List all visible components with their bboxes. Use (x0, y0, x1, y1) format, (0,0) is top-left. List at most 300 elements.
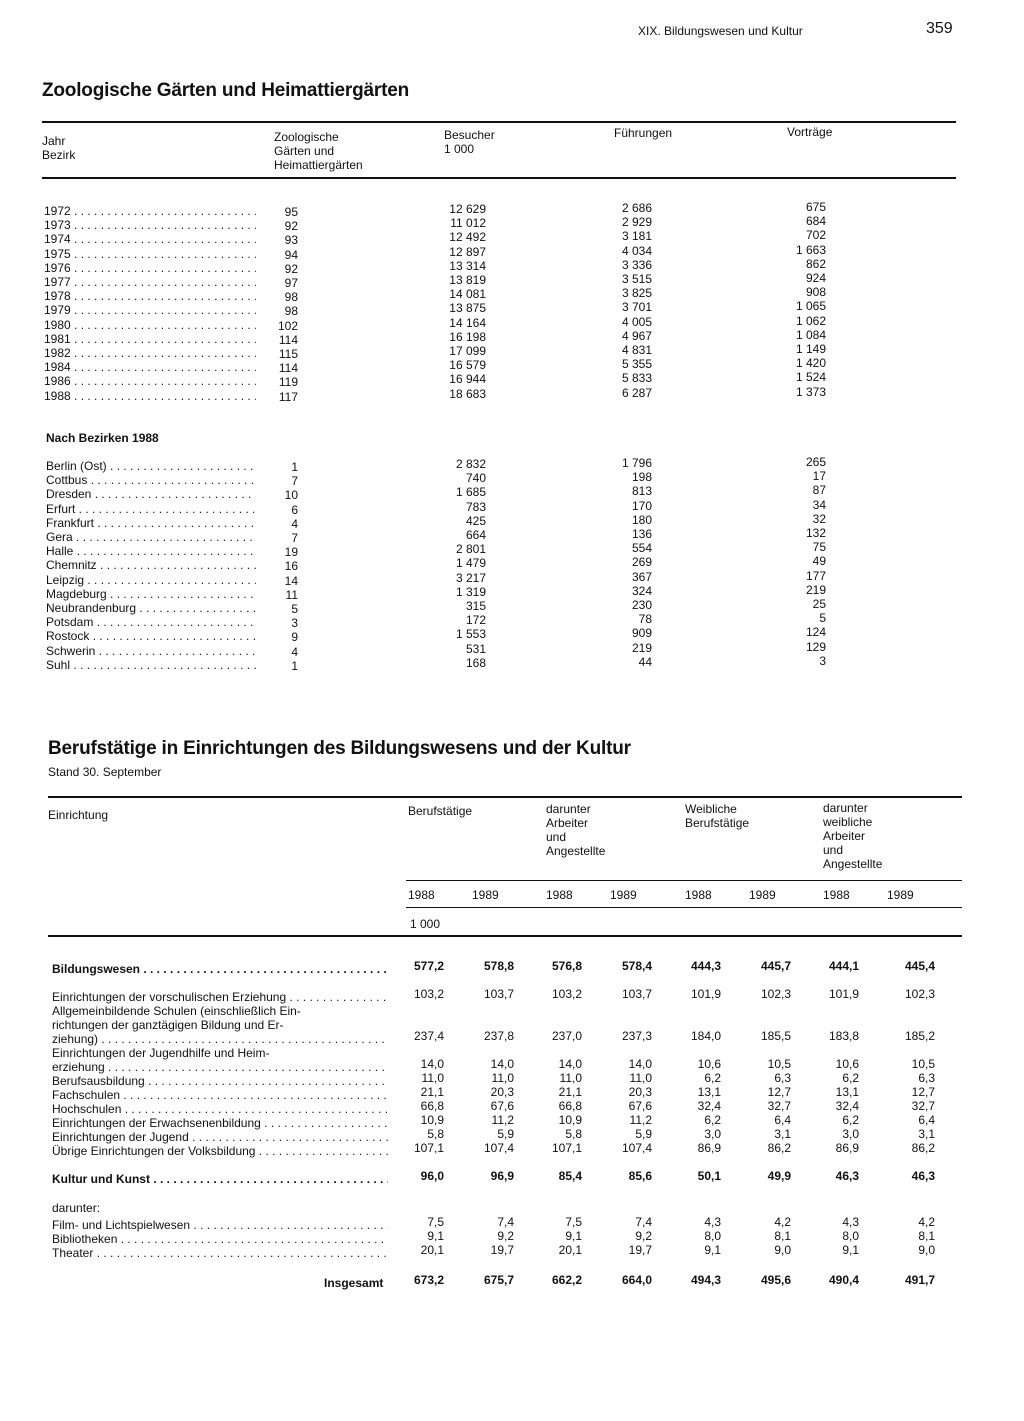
zoo-row-label: 1982 . . . (44, 346, 256, 360)
beruf-row-label: Film- und Lichtspielwesen . . . (52, 1218, 388, 1232)
beruf-row-value: 21,1 (420, 1085, 444, 1099)
zoo-row-besucher: 13 314 (449, 258, 486, 273)
beruf-row-label: Kultur und Kunst . . . (52, 1172, 388, 1186)
beruf-row-value: 86,2 (911, 1141, 935, 1155)
zoo-row-vortraege: 1 524 (795, 370, 826, 385)
beruf-row-label: Einrichtungen der Erwachsenenbildung . . . (52, 1116, 388, 1130)
zoo-row-gaerten: 7 (291, 531, 298, 545)
beruf-row-label: erziehung . . . (52, 1060, 388, 1074)
zoo-row-gaerten: 114 (278, 332, 298, 347)
beruf-row-value: 444,3 (690, 959, 721, 973)
beruf-row-value: 7,4 (635, 1215, 652, 1229)
beruf-row-value: 9,2 (497, 1229, 514, 1243)
zoo-row-vortraege: 132 (805, 526, 826, 540)
zoo-row-label: 1978 . . . (44, 289, 256, 303)
zoo-row-besucher: 2 801 (455, 542, 486, 557)
beruf-row-value: 8,1 (774, 1229, 791, 1243)
beruf-row-value: 107,1 (551, 1141, 582, 1155)
beruf-row-value: 21,1 (558, 1085, 582, 1099)
zoo-row-gaerten: 6 (291, 502, 298, 517)
zoo-row-fuehrungen: 1 796 (621, 456, 652, 470)
beruf-col-einrichtung: Einrichtung (48, 808, 109, 822)
beruf-year-header: 1989 (749, 888, 776, 902)
zoo-row-label: Chemnitz . . . (46, 558, 256, 572)
zoo-row-vortraege: 1 420 (795, 356, 826, 371)
beruf-row-value: 8,0 (704, 1229, 721, 1243)
chapter-header: XIX. Bildungswesen und Kultur (638, 24, 803, 38)
zoo-row-label: 1972 . . . (44, 204, 256, 218)
beruf-row-value: 10,5 (911, 1057, 935, 1071)
beruf-row-value: 183,8 (828, 1029, 859, 1043)
zoo-row-label: Neubrandenburg . . . (46, 601, 256, 615)
beruf-row-value: 101,9 (690, 987, 721, 1001)
zoo-row-fuehrungen: 170 (631, 498, 652, 513)
beruf-col-darunter-arbeiter: darunter Arbeiter und Angestellte (546, 802, 606, 858)
zoo-bezirke-heading: Nach Bezirken 1988 (46, 431, 159, 445)
beruf-row-label: Theater . . . (52, 1246, 388, 1260)
beruf-row-label: Bildungswesen . . . (52, 962, 388, 976)
zoo-row-gaerten: 102 (277, 318, 298, 333)
beruf-row-value: 11,2 (491, 1113, 514, 1127)
beruf-row-value: 3,1 (918, 1127, 935, 1141)
beruf-row-value: 6,4 (918, 1113, 935, 1127)
zoo-row-gaerten: 19 (284, 545, 298, 560)
beruf-row-value: 66,8 (558, 1099, 582, 1113)
zoo-row-besucher: 1 553 (455, 627, 486, 642)
beruf-row-value: 103,2 (413, 987, 444, 1001)
zoo-row-label: 1986 . . . (44, 374, 256, 388)
beruf-row-value: 237,0 (551, 1029, 582, 1043)
zoo-row-fuehrungen: 2 929 (621, 215, 652, 230)
beruf-row-label: Einrichtungen der vorschulischen Erziehung . . . (52, 990, 388, 1004)
beruf-row-value: 14,0 (558, 1057, 582, 1071)
beruf-row-label: ziehung) . . . (52, 1032, 388, 1046)
beruf-total-value: 664,0 (621, 1273, 652, 1287)
zoo-col-vortraege: Vorträge (787, 125, 833, 139)
zoo-row-vortraege: 177 (805, 568, 826, 583)
beruf-row-value: 5,8 (427, 1127, 444, 1141)
zoo-row-gaerten: 14 (284, 573, 298, 588)
beruf-row-value: 237,8 (483, 1029, 514, 1043)
beruf-row-value: 9,1 (842, 1243, 859, 1257)
zoo-row-fuehrungen: 269 (631, 555, 652, 570)
zoo-title: Zoologische Gärten und Heimattiergärten (42, 80, 409, 101)
zoo-row-besucher: 2 832 (455, 457, 486, 471)
beruf-row-value: 14,0 (628, 1057, 652, 1071)
beruf-row-value: 107,4 (483, 1141, 514, 1155)
zoo-row-gaerten: 92 (284, 261, 298, 276)
zoo-row-besucher: 1 319 (455, 584, 486, 599)
beruf-total-value: 490,4 (828, 1273, 859, 1287)
beruf-row-value: 96,0 (420, 1169, 444, 1183)
zoo-row-gaerten: 117 (278, 389, 298, 404)
zoo-row-fuehrungen: 4 967 (621, 328, 652, 343)
beruf-row-value: 9,0 (918, 1243, 935, 1257)
zoo-row-label: 1976 . . . (44, 261, 256, 275)
zoo-row-gaerten: 114 (278, 361, 298, 376)
beruf-row-value: 107,4 (621, 1141, 652, 1155)
beruf-year-header: 1988 (685, 888, 712, 902)
zoo-row-fuehrungen: 5 833 (621, 371, 652, 386)
beruf-year-header: 1989 (887, 888, 914, 902)
zoo-col-jahr: Jahr Bezirk (42, 134, 76, 162)
zoo-row-gaerten: 11 (285, 587, 298, 602)
beruf-row-value: 14,0 (420, 1057, 444, 1071)
beruf-row-value: 5,9 (635, 1127, 652, 1141)
beruf-header-rule (48, 935, 962, 937)
beruf-row-label: Allgemeinbildende Schulen (einschließlich Ein- (52, 1004, 301, 1018)
zoo-row-besucher: 12 629 (449, 202, 486, 216)
zoo-row-vortraege: 1 084 (795, 327, 826, 342)
zoo-row-vortraege: 25 (812, 597, 826, 611)
beruf-row-value: 20,1 (420, 1243, 444, 1257)
beruf-row-label: richtungen der ganztägigen Bildung und Er- (52, 1018, 284, 1032)
zoo-row-fuehrungen: 909 (631, 626, 652, 641)
beruf-row-value: 107,1 (413, 1141, 444, 1155)
zoo-row-gaerten: 5 (291, 602, 298, 616)
beruf-total-value: 675,7 (483, 1273, 514, 1287)
beruf-row-label: Einrichtungen der Jugendhilfe und Heim- (52, 1046, 270, 1060)
zoo-row-label: Halle . . . (46, 544, 256, 558)
zoo-row-gaerten: 4 (291, 644, 298, 659)
beruf-subtitle: Stand 30. September (48, 765, 162, 779)
beruf-row-value: 102,3 (760, 987, 791, 1001)
zoo-row-fuehrungen: 180 (631, 512, 652, 527)
beruf-row-value: 46,3 (911, 1169, 935, 1183)
beruf-title: Berufstätige in Einrichtungen des Bildungswesens und der Kultur (48, 738, 631, 759)
beruf-row-value: 9,2 (635, 1229, 652, 1243)
zoo-row-vortraege: 1 062 (795, 313, 826, 328)
zoo-row-besucher: 172 (465, 613, 486, 628)
beruf-row-value: 6,4 (774, 1113, 791, 1127)
beruf-row-value: 9,1 (565, 1229, 582, 1243)
beruf-row-value: 67,6 (490, 1099, 514, 1113)
zoo-row-besucher: 17 099 (449, 344, 486, 358)
beruf-year-header: 1988 (823, 888, 850, 902)
beruf-total-value: 495,6 (760, 1273, 791, 1287)
zoo-row-label: Dresden . . . (46, 487, 256, 501)
zoo-row-label: 1977 . . . (44, 275, 256, 289)
zoo-row-besucher: 3 217 (455, 570, 486, 585)
zoo-row-fuehrungen: 6 287 (621, 385, 652, 400)
beruf-row-value: 11,0 (559, 1071, 582, 1085)
beruf-row-value: 50,1 (697, 1169, 721, 1183)
zoo-row-besucher: 11 012 (450, 216, 486, 231)
zoo-row-label: Potsdam . . . (46, 615, 256, 629)
zoo-row-besucher: 14 081 (449, 287, 486, 302)
beruf-row-value: 184,0 (690, 1029, 721, 1043)
zoo-row-besucher: 1 685 (455, 485, 486, 500)
beruf-row-value: 10,9 (558, 1113, 582, 1127)
beruf-row-value: 11,0 (629, 1071, 652, 1085)
beruf-row-value: 85,6 (628, 1169, 652, 1183)
zoo-row-fuehrungen: 4 034 (621, 243, 652, 258)
beruf-row-value: 19,7 (490, 1243, 514, 1257)
zoo-row-label: 1981 . . . (44, 332, 256, 346)
beruf-row-value: 7,5 (427, 1215, 444, 1229)
zoo-col-fuehrungen: Führungen (614, 126, 673, 140)
zoo-row-label: 1984 . . . (44, 360, 256, 374)
beruf-total-label: Insgesamt (324, 1276, 384, 1290)
zoo-row-label: 1979 . . . (44, 303, 256, 317)
beruf-row-value: 86,2 (767, 1141, 791, 1155)
zoo-row-label: 1980 . . . (44, 318, 256, 332)
zoo-row-besucher: 13 875 (449, 301, 486, 316)
zoo-row-vortraege: 34 (812, 497, 826, 512)
zoo-row-vortraege: 219 (805, 582, 826, 597)
beruf-row-value: 20,3 (490, 1085, 514, 1099)
beruf-years-bottom-rule (406, 907, 962, 908)
zoo-row-label: Schwerin . . . (46, 644, 256, 658)
zoo-row-gaerten: 98 (284, 304, 298, 319)
zoo-row-vortraege: 3 (819, 653, 826, 668)
zoo-row-besucher: 315 (465, 599, 486, 613)
beruf-row-value: 10,6 (697, 1057, 721, 1071)
zoo-row-vortraege: 862 (805, 256, 826, 271)
zoo-row-gaerten: 92 (284, 219, 298, 234)
beruf-row-value: 10,6 (835, 1057, 859, 1071)
zoo-row-vortraege: 1 065 (795, 299, 826, 314)
zoo-col-gaerten: Zoologische Gärten und Heimattiergärten (274, 130, 363, 172)
beruf-row-label: Einrichtungen der Jugend . . . (52, 1130, 388, 1144)
beruf-row-label: Berufsausbildung . . . (52, 1074, 388, 1088)
beruf-row-value: 49,9 (767, 1169, 791, 1183)
zoo-row-label: Rostock . . . (46, 629, 256, 643)
zoo-row-besucher: 12 897 (449, 244, 486, 259)
beruf-row-label: Übrige Einrichtungen der Volksbildung . . . (52, 1144, 388, 1158)
zoo-row-vortraege: 1 663 (795, 242, 826, 257)
zoo-row-fuehrungen: 3 336 (621, 257, 652, 272)
beruf-row-value: 185,5 (760, 1029, 791, 1043)
zoo-row-fuehrungen: 3 181 (621, 229, 652, 244)
beruf-row-value: 4,2 (918, 1215, 935, 1229)
zoo-row-besucher: 13 819 (449, 273, 486, 287)
zoo-row-gaerten: 93 (284, 233, 298, 248)
beruf-total-value: 673,2 (413, 1273, 444, 1287)
beruf-row-value: 32,4 (697, 1099, 721, 1113)
zoo-row-fuehrungen: 198 (631, 470, 652, 485)
beruf-row-value: 32,4 (835, 1099, 859, 1113)
beruf-row-value: 10,5 (767, 1057, 791, 1071)
beruf-row-value: 67,6 (628, 1099, 652, 1113)
zoo-row-gaerten: 1 (291, 658, 298, 673)
zoo-row-fuehrungen: 554 (631, 541, 652, 556)
beruf-row-value: 8,0 (842, 1229, 859, 1243)
beruf-row-value: 5,9 (497, 1127, 514, 1141)
beruf-year-header: 1988 (546, 888, 573, 902)
beruf-row-value: 6,2 (842, 1113, 859, 1127)
beruf-row-value: 3,0 (704, 1127, 721, 1141)
zoo-row-gaerten: 97 (284, 276, 298, 290)
beruf-row-value: 11,0 (421, 1071, 444, 1085)
zoo-row-besucher: 740 (465, 471, 486, 486)
beruf-row-value: 96,9 (490, 1169, 514, 1183)
beruf-row-value: 577,2 (413, 959, 444, 973)
zoo-row-gaerten: 16 (284, 559, 298, 574)
zoo-row-vortraege: 32 (812, 511, 826, 526)
beruf-row-value: 4,2 (774, 1215, 791, 1229)
zoo-row-vortraege: 1 149 (795, 342, 826, 356)
zoo-row-vortraege: 265 (805, 455, 826, 469)
zoo-row-gaerten: 95 (284, 205, 298, 219)
beruf-total-value: 662,2 (551, 1273, 582, 1287)
zoo-row-fuehrungen: 324 (631, 583, 652, 598)
zoo-row-fuehrungen: 44 (638, 654, 652, 669)
zoo-row-gaerten: 94 (284, 247, 298, 262)
zoo-row-gaerten: 10 (284, 488, 298, 503)
zoo-row-fuehrungen: 2 686 (621, 201, 652, 215)
beruf-year-header: 1989 (472, 888, 499, 902)
zoo-row-label: 1974 . . . (44, 232, 256, 246)
zoo-row-fuehrungen: 78 (638, 612, 652, 627)
beruf-row-value: 9,0 (774, 1243, 791, 1257)
beruf-col-weibliche: Weibliche Berufstätige (685, 802, 750, 830)
zoo-row-fuehrungen: 136 (631, 527, 652, 541)
beruf-row-value: 32,7 (767, 1099, 791, 1113)
zoo-row-vortraege: 702 (805, 228, 826, 243)
zoo-row-fuehrungen: 813 (631, 484, 652, 499)
beruf-row-label: darunter: (52, 1201, 101, 1215)
beruf-row-value: 103,7 (621, 987, 652, 1001)
beruf-year-header: 1988 (408, 888, 435, 902)
zoo-row-fuehrungen: 5 355 (621, 357, 652, 372)
beruf-row-value: 5,8 (565, 1127, 582, 1141)
zoo-row-gaerten: 3 (291, 616, 298, 631)
zoo-header-rule (42, 177, 956, 179)
zoo-row-gaerten: 1 (291, 460, 298, 474)
beruf-row-value: 10,9 (420, 1113, 444, 1127)
beruf-row-value: 445,7 (760, 959, 791, 973)
zoo-row-besucher: 425 (465, 513, 486, 528)
beruf-row-value: 86,9 (697, 1141, 721, 1155)
zoo-row-besucher: 12 492 (449, 230, 486, 245)
zoo-row-fuehrungen: 4 005 (621, 314, 652, 329)
zoo-row-vortraege: 87 (812, 483, 826, 498)
beruf-row-value: 86,9 (835, 1141, 859, 1155)
zoo-row-label: Suhl . . . (46, 658, 256, 672)
zoo-row-vortraege: 1 373 (795, 384, 826, 399)
zoo-row-fuehrungen: 4 831 (621, 343, 652, 357)
beruf-row-value: 46,3 (835, 1169, 859, 1183)
beruf-row-value: 578,8 (483, 959, 514, 973)
beruf-row-value: 20,1 (558, 1243, 582, 1257)
zoo-row-label: Magdeburg . . . (46, 587, 256, 601)
zoo-row-besucher: 18 683 (449, 386, 486, 401)
beruf-years-top-rule (406, 880, 962, 881)
zoo-row-vortraege: 129 (805, 639, 826, 654)
zoo-row-vortraege: 124 (805, 625, 826, 640)
beruf-year-header: 1989 (610, 888, 637, 902)
zoo-row-label: Berlin (Ost) . . . (46, 459, 256, 473)
page-number: 359 (926, 20, 953, 37)
beruf-row-label: Hochschulen . . . (52, 1102, 388, 1116)
zoo-row-gaerten: 4 (291, 516, 298, 531)
beruf-row-value: 12,7 (911, 1085, 935, 1099)
zoo-row-besucher: 1 479 (455, 556, 486, 571)
beruf-row-value: 103,2 (551, 987, 582, 1001)
zoo-row-vortraege: 684 (805, 214, 826, 229)
zoo-row-vortraege: 908 (805, 285, 826, 300)
beruf-row-value: 19,7 (628, 1243, 652, 1257)
beruf-row-value: 444,1 (828, 959, 859, 973)
zoo-row-gaerten: 115 (278, 347, 298, 361)
zoo-row-label: Frankfurt . . . (46, 516, 256, 530)
beruf-row-value: 3,0 (842, 1127, 859, 1141)
beruf-row-value: 11,0 (491, 1071, 514, 1085)
beruf-row-value: 13,1 (697, 1085, 721, 1099)
beruf-row-value: 4,3 (704, 1215, 721, 1229)
zoo-row-besucher: 16 198 (449, 329, 486, 344)
zoo-row-fuehrungen: 230 (631, 598, 652, 612)
zoo-row-besucher: 664 (465, 528, 486, 542)
beruf-row-value: 6,2 (704, 1071, 721, 1085)
beruf-row-value: 11,2 (629, 1113, 652, 1127)
zoo-row-label: Leipzig . . . (46, 573, 256, 587)
zoo-row-gaerten: 9 (291, 630, 298, 645)
beruf-unit: 1 000 (410, 917, 441, 931)
zoo-row-label: Gera . . . (46, 530, 256, 544)
zoo-row-vortraege: 49 (812, 554, 826, 569)
zoo-row-fuehrungen: 3 701 (621, 300, 652, 315)
beruf-row-value: 14,0 (490, 1057, 514, 1071)
beruf-row-value: 237,4 (413, 1029, 444, 1043)
beruf-total-value: 491,7 (904, 1273, 935, 1287)
beruf-row-value: 66,8 (420, 1099, 444, 1113)
beruf-row-value: 101,9 (828, 987, 859, 1001)
zoo-row-gaerten: 7 (291, 474, 298, 489)
beruf-row-value: 6,2 (842, 1071, 859, 1085)
beruf-row-value: 7,4 (497, 1215, 514, 1229)
zoo-row-fuehrungen: 3 825 (621, 286, 652, 301)
zoo-row-vortraege: 75 (812, 540, 826, 555)
beruf-top-rule (48, 796, 962, 798)
zoo-row-besucher: 531 (465, 641, 486, 656)
zoo-row-label: Cottbus . . . (46, 473, 256, 487)
zoo-row-vortraege: 17 (812, 469, 826, 484)
beruf-row-label: Fachschulen . . . (52, 1088, 388, 1102)
zoo-row-vortraege: 5 (819, 611, 826, 626)
zoo-row-fuehrungen: 219 (631, 640, 652, 655)
beruf-row-value: 6,2 (704, 1113, 721, 1127)
beruf-row-value: 85,4 (558, 1169, 582, 1183)
zoo-row-fuehrungen: 3 515 (621, 272, 652, 286)
beruf-total-value: 494,3 (690, 1273, 721, 1287)
zoo-row-vortraege: 675 (805, 200, 826, 214)
beruf-row-value: 576,8 (551, 959, 582, 973)
beruf-row-label: Bibliotheken . . . (52, 1232, 388, 1246)
zoo-row-besucher: 168 (465, 655, 486, 670)
zoo-row-gaerten: 119 (278, 375, 298, 390)
beruf-row-value: 6,3 (774, 1071, 791, 1085)
beruf-row-value: 3,1 (774, 1127, 791, 1141)
zoo-row-fuehrungen: 367 (631, 569, 652, 584)
beruf-col-darunter-weibliche: darunter weibliche Arbeiter und Angestellte (823, 801, 883, 871)
beruf-row-value: 13,1 (835, 1085, 859, 1099)
beruf-row-value: 4,3 (842, 1215, 859, 1229)
beruf-row-value: 9,1 (427, 1229, 444, 1243)
beruf-row-value: 185,2 (904, 1029, 935, 1043)
zoo-row-gaerten: 98 (284, 290, 298, 305)
beruf-row-value: 12,7 (767, 1085, 791, 1099)
zoo-row-besucher: 16 579 (449, 358, 486, 373)
beruf-row-value: 102,3 (904, 987, 935, 1001)
zoo-row-besucher: 16 944 (449, 372, 486, 387)
beruf-row-value: 237,3 (621, 1029, 652, 1043)
beruf-row-value: 6,3 (918, 1071, 935, 1085)
zoo-row-besucher: 14 164 (449, 315, 486, 330)
zoo-row-label: Erfurt . . . (46, 502, 256, 516)
zoo-row-vortraege: 924 (805, 271, 826, 285)
